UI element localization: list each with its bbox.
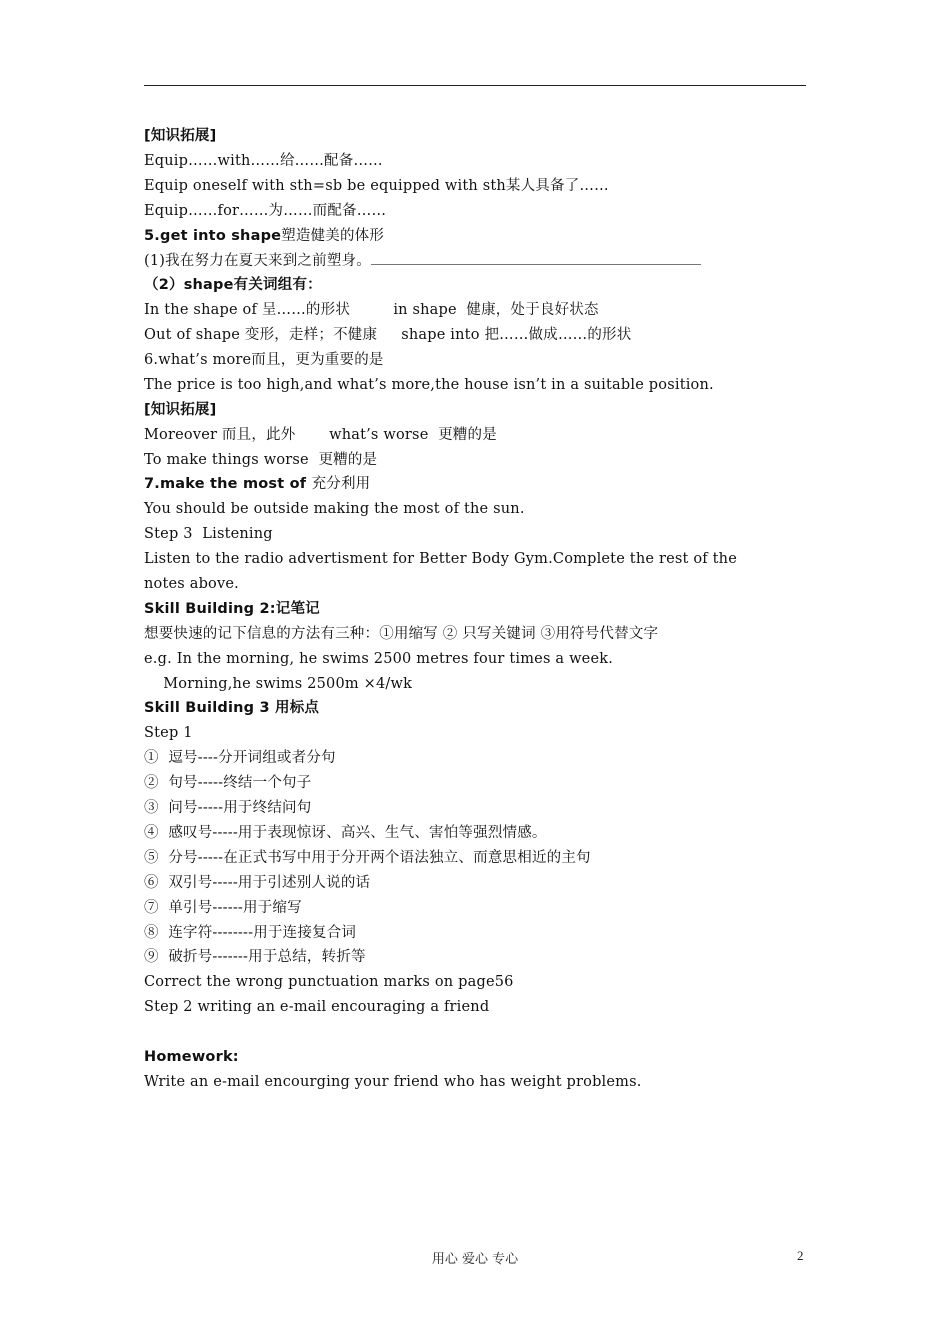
line-text: ⑥ 双引号-----用于引述别人说的话 [144,874,371,891]
text-line [144,945,824,970]
bold-phrase: 5.get into shape [144,227,282,244]
phrase-meaning: 充分利用 [311,476,371,493]
text-line [144,248,824,273]
line-text: ⑧ 连字符--------用于连接复合词 [144,924,357,941]
line-text: ⑨ 破折号-------用于总结，转折等 [144,949,366,966]
header-rule [144,85,806,86]
page-number: 2 [797,1248,804,1263]
line-text: e.g. In the morning, he swims 2500 metres four times a week. [144,650,614,667]
text-line [144,273,824,298]
text-line [144,448,824,473]
text-line [144,696,824,721]
line-text: (1)我在努力在夏天来到之前塑身。 [144,253,371,270]
text-line [144,871,824,896]
document-body [144,124,824,1095]
text-line [144,1020,824,1045]
text-line [144,622,824,647]
line-text: To make things worse 更糟的是 [144,451,378,468]
line-text: ④ 感叹号-----用于表现惊讶、高兴、生气、害怕等强烈情感。 [144,824,547,841]
text-line [144,746,824,771]
text-line [144,796,824,821]
text-line [144,497,824,522]
section-heading: [知识拓展] [144,128,217,144]
text-line [144,323,824,348]
text-line [144,821,824,846]
line-text: ⑤ 分号-----在正式书写中用于分开两个语法独立、而意思相近的主句 [144,849,591,866]
text-line [144,373,824,398]
text-line [144,522,824,547]
text-line [144,846,824,871]
line-text: 6.what’s more而且，更为重要的是 [144,352,384,369]
line-text: Listen to the radio advertisment for Better Body Gym.Complete the rest of the [144,551,737,568]
section-heading: Skill Building 2:记笔记 [144,600,320,617]
text-line [144,423,824,448]
text-line [144,298,824,323]
text-line [144,398,824,423]
line-text: ③ 问号-----用于终结问句 [144,800,312,817]
text-line [144,1070,824,1095]
text-line [144,1045,824,1070]
line-text: Moreover 而且，此外 what’s worse 更糟的是 [144,426,497,443]
line-text: Equip oneself with sth=sb be equipped with sth某人具备了…… [144,177,609,194]
line-text: Equip……for……为……而配备…… [144,202,387,219]
bold-phrase: 7.make the most of [144,476,312,493]
text-line [144,348,824,373]
line-text: In the shape of 呈……的形状 in shape 健康，处于良好状态 [144,302,599,319]
line-text: ⑦ 单引号------用于缩写 [144,899,302,916]
phrase-meaning: 塑造健美的体形 [281,227,385,244]
line-text: Out of shape 变形，走样；不健康 shape into 把……做成……的形状 [144,327,632,344]
text-line [144,597,824,622]
section-heading: [知识拓展] [144,401,217,418]
section-heading: Skill Building 3 用标点 [144,700,320,717]
text-line [144,647,824,672]
line-text: Morning,he swims 2500m ×4/wk [144,675,413,692]
text-line [144,224,824,249]
text-line [144,970,824,995]
section-heading: Homework: [144,1048,239,1065]
line-text: The price is too high,and what’s more,the house isn’t in a suitable position. [144,376,714,393]
line-text: Step 2 writing an e-mail encouraging a friend [144,999,490,1016]
line-text: 想要快速的记下信息的方法有三种：①用缩写 ② 只写关键词 ③用符号代替文字 [144,625,659,642]
text-line [144,572,824,597]
text-line [144,721,824,746]
line-text: Step 3 Listening [144,526,273,543]
text-line [144,472,824,497]
text-line [144,174,824,199]
section-heading: （2）shape有关词组有： [144,277,322,294]
text-line [144,896,824,921]
text-line [144,771,824,796]
text-line [144,124,824,149]
footer-motto: 用心 爱心 专心 [431,1252,519,1267]
line-text: Write an e-mail encourging your friend who has weight problems. [144,1073,642,1090]
line-text: ② 句号-----终结一个句子 [144,775,312,792]
text-line [144,672,824,697]
line-text: Step 1 [144,725,193,742]
text-line [144,921,824,946]
text-line [144,149,824,174]
line-text: ① 逗号----分开词组或者分句 [144,750,336,767]
text-line [144,199,824,224]
text-line [144,995,824,1020]
line-text: Equip……with……给……配备…… [144,152,383,169]
answer-blank[interactable] [371,248,701,265]
line-text: You should be outside making the most of the sun. [144,501,525,518]
text-line [144,547,824,572]
line-text: notes above. [144,576,239,593]
line-text: Correct the wrong punctuation marks on page56 [144,974,514,991]
